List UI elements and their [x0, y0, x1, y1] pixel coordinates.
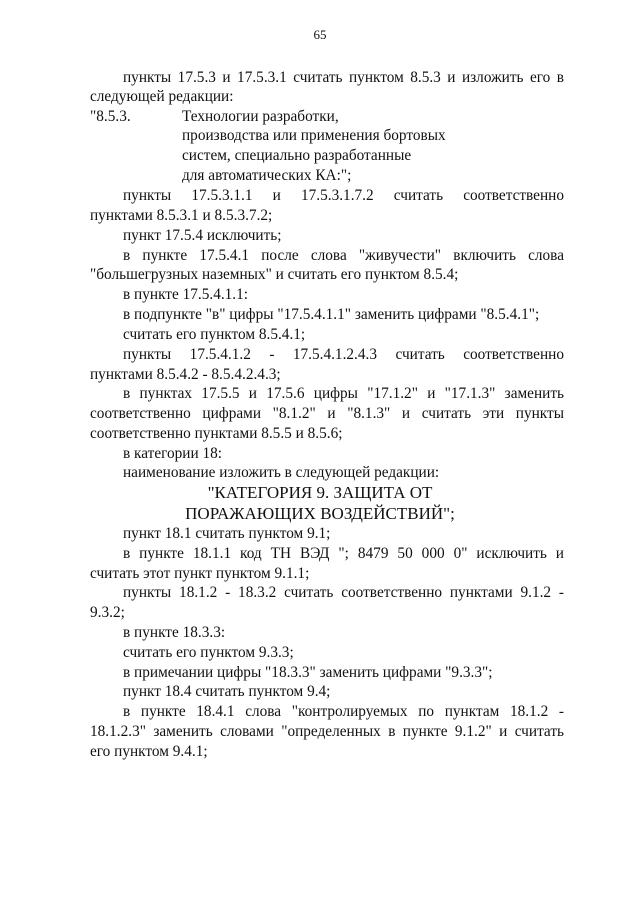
text-line: в пункте 18.3.3:: [123, 624, 226, 641]
category-title-line-1: "КАТЕГОРИЯ 9. ЗАЩИТА ОТ: [207, 483, 433, 502]
text-line: в категории 18:: [123, 445, 223, 462]
text-line: "большегрузных наземных" и считать его пунктом 8.5.4;: [90, 266, 459, 283]
text-line: производства или применения бортовых: [182, 127, 446, 144]
page-number: 65: [313, 27, 327, 42]
text-line: пункт 17.5.4 исключить;: [123, 227, 282, 244]
text-line: пунктами 8.5.4.2 - 8.5.4.2.4.3;: [90, 366, 281, 383]
text-line: пунктами 8.5.3.1 и 8.5.3.7.2;: [90, 207, 273, 224]
text-line: считать его пунктом 8.5.4.1;: [123, 326, 306, 343]
text-line: в пункте 18.4.1 слова "контролируемых по пунктам 18.1.2 -: [123, 703, 564, 720]
text-line: пункты 17.5.3 и 17.5.3.1 считать пунктом 8.5.3 и изложить его в: [123, 69, 564, 86]
text-line: пункт 18.4 считать пунктом 9.4;: [123, 683, 331, 700]
text-line: следующей редакции:: [90, 88, 234, 105]
text-line: пункты 18.1.2 - 18.3.2 считать соответственно пунктами 9.1.2 -: [123, 584, 564, 601]
text-line: наименование изложить в следующей редакции:: [123, 464, 440, 481]
amendment-item-number: "8.5.3.: [90, 108, 131, 125]
text-line: считать этот пункт пунктом 9.1.1;: [90, 565, 310, 582]
text-line: пункт 18.1 считать пунктом 9.1;: [123, 525, 331, 542]
text-line: 9.3.2;: [90, 604, 125, 621]
text-line: в пункте 17.5.4.1 после слова "живучести" включить слова: [123, 247, 564, 264]
text-line: Технологии разработки,: [182, 108, 339, 125]
text-line: в примечании цифры "18.3.3" заменить цифрами "9.3.3";: [123, 664, 493, 681]
text-line: в подпункте "в" цифры "17.5.4.1.1" заменить цифрами "8.5.4.1";: [123, 306, 540, 323]
text-line: в пунктах 17.5.5 и 17.5.6 цифры "17.1.2" и "17.1.3" заменить: [123, 385, 564, 402]
text-line: 18.1.2.3" заменить словами "определенных в пункте 9.1.2" и считать: [90, 723, 564, 740]
text-line: его пунктом 9.4.1;: [90, 743, 208, 760]
text-line: соответственно пунктами 8.5.5 и 8.5.6;: [90, 425, 343, 442]
text-line: в пункте 17.5.4.1.1:: [123, 286, 249, 303]
text-line: систем, специально разработанные: [182, 147, 412, 164]
text-line: для автоматических КА:";: [182, 167, 352, 184]
text-line: соответственно цифрами "8.1.2" и "8.1.3" и считать эти пункты: [90, 405, 564, 422]
text-line: считать его пунктом 9.3.3;: [123, 644, 294, 661]
text-line: пункты 17.5.3.1.1 и 17.5.3.1.7.2 считать соответственно: [123, 187, 564, 204]
category-title-line-2: ПОРАЖАЮЩИХ ВОЗДЕЙСТВИЙ";: [185, 504, 455, 523]
text-line: пункты 17.5.4.1.2 - 17.5.4.1.2.4.3 считать соответственно: [123, 346, 564, 363]
text-line: в пункте 18.1.1 код ТН ВЭД "; 8479 50 000 0" исключить и: [123, 545, 564, 562]
